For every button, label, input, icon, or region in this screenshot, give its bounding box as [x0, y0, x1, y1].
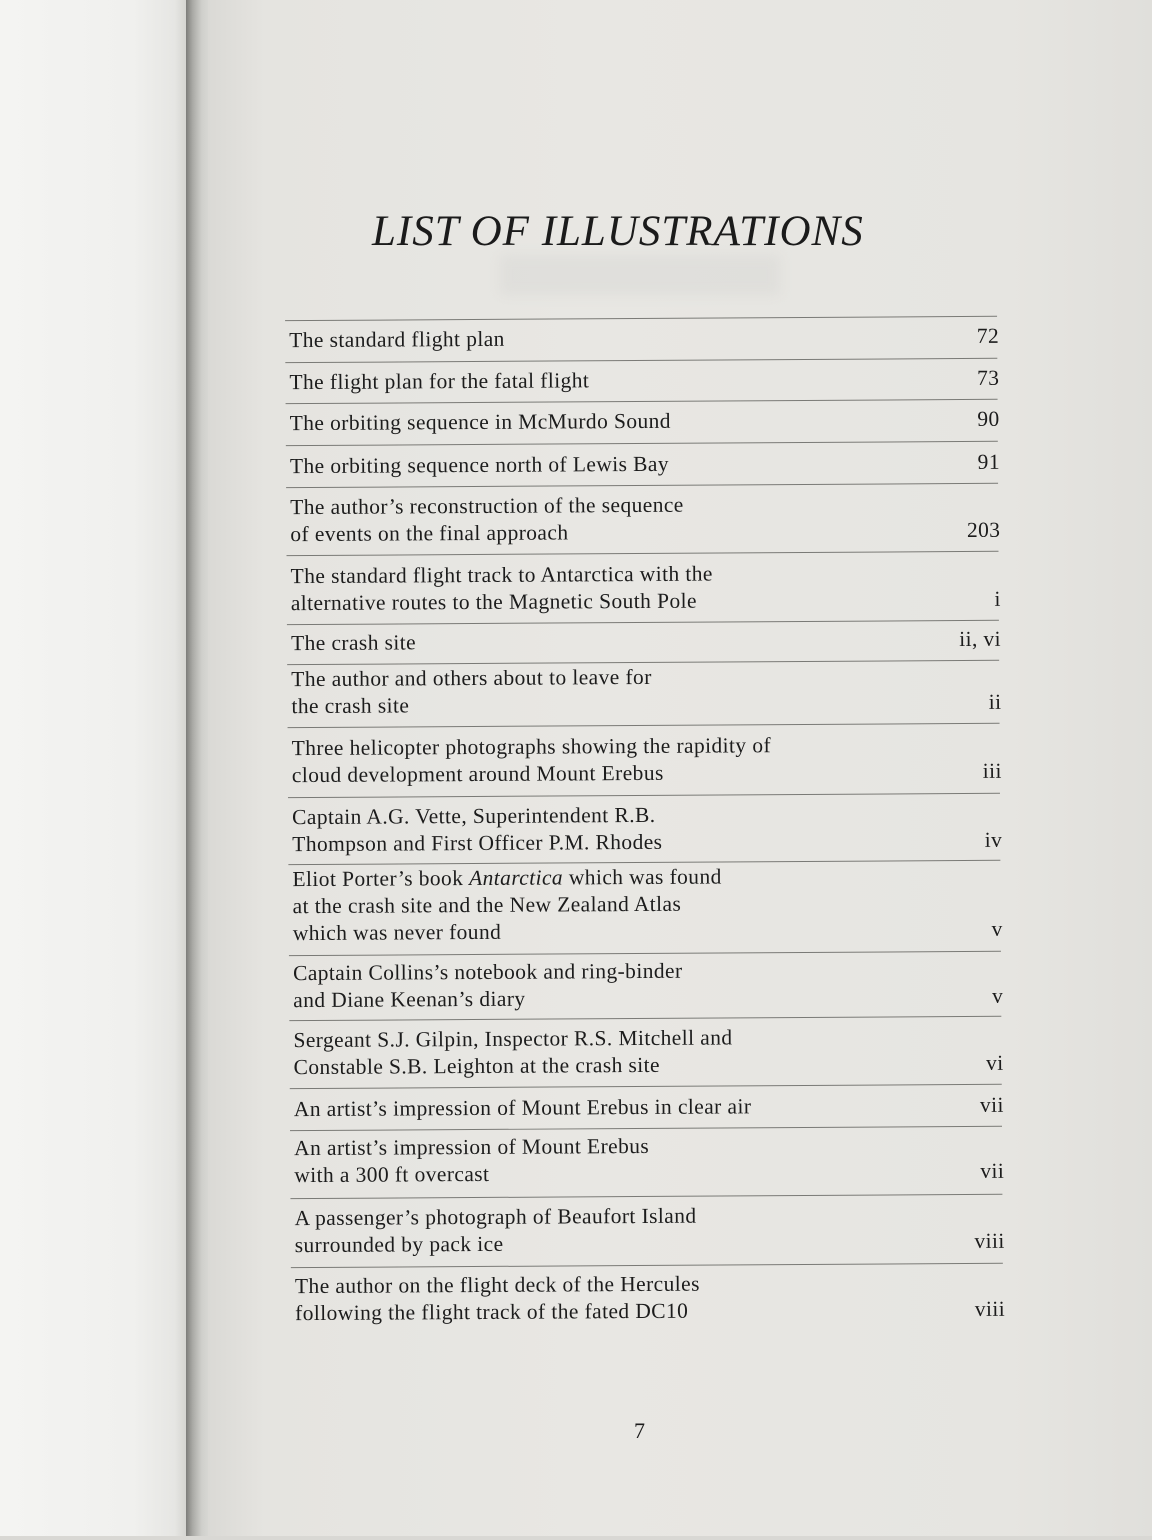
entry-title-line: at the crash site and the New Zealand Atlas	[292, 891, 682, 919]
entry-title-line: and Diane Keenan’s diary	[293, 986, 526, 1013]
page-title: LIST OF ILLUSTRATIONS	[372, 208, 864, 255]
entry-page-ref: vii	[979, 1092, 1004, 1117]
entry-title-line: The standard flight track to Antarctica with the	[290, 561, 713, 589]
entry-divider	[285, 358, 997, 363]
entry-page-ref: v	[991, 983, 1004, 1008]
entry-title-line: alternative routes to the Magnetic South Pole	[290, 588, 697, 616]
entry-page-ref: 91	[977, 449, 1001, 474]
list-item	[292, 731, 1002, 789]
entry-page-ref: ii, vi	[959, 626, 1002, 652]
entry-divider	[286, 551, 998, 556]
entry-page-ref: i	[994, 586, 1001, 611]
entry-title-line: of events on the final approach	[290, 520, 569, 547]
entry-divider	[288, 723, 1000, 728]
entry-title-line	[292, 862, 892, 893]
entry-title-part: Eliot Porter’s book	[292, 866, 470, 892]
entry-title: The crash site	[290, 630, 417, 656]
list-item	[294, 1201, 1004, 1259]
entry-divider	[290, 1194, 1002, 1199]
entry-page-ref: ii	[988, 689, 1002, 714]
entry-page-ref: 72	[976, 323, 1000, 348]
entry-title: The flight plan for the fatal flight	[289, 368, 590, 395]
list-item	[292, 800, 1002, 858]
entry-page-ref: 90	[977, 406, 1000, 431]
entry-title-line: Thompson and First Officer P.M. Rhodes	[292, 829, 663, 857]
entry-title-line: Captain Collins’s notebook and ring-binder	[292, 958, 683, 986]
entry-title-line: which was never found	[292, 919, 502, 946]
list-item	[294, 1092, 1004, 1123]
entry-divider	[285, 316, 997, 321]
entry-title: The orbiting sequence in McMurdo Sound	[289, 408, 672, 436]
entry-title: An artist’s impression of Mount Erebus in clear air	[293, 1094, 752, 1122]
entry-title-line: The author and others about to leave for	[291, 664, 652, 692]
entry-divider	[286, 399, 998, 404]
list-item	[293, 956, 1003, 1014]
entry-title: The orbiting sequence north of Lewis Bay	[289, 451, 670, 479]
entry-title-line: The author on the flight deck of the Hercules	[294, 1271, 700, 1299]
list-item	[290, 490, 1000, 548]
list-item	[289, 323, 999, 354]
entry-divider	[291, 1263, 1003, 1268]
list-item	[294, 1131, 1004, 1189]
list-item	[289, 365, 999, 396]
entry-title-line: The author’s reconstruction of the sequence	[290, 492, 684, 520]
entry-divider	[289, 1016, 1001, 1021]
entry-page-ref: v	[991, 916, 1003, 941]
entry-divider	[289, 951, 1001, 956]
entry-divider	[290, 1084, 1002, 1089]
list-item	[292, 862, 1002, 947]
list-item	[290, 406, 1000, 437]
list-item	[291, 626, 1001, 657]
book-title-italic: Antarctica	[469, 865, 564, 891]
entry-title-part: which was found	[562, 864, 722, 890]
entry-divider	[286, 483, 998, 488]
entry-divider	[287, 620, 999, 625]
entry-page-ref: 73	[977, 365, 1000, 390]
entry-title-line: cloud development around Mount Erebus	[291, 760, 664, 788]
entry-title-line: Three helicopter photographs showing the rapidity of	[291, 733, 772, 761]
entry-page-ref: vi	[986, 1050, 1004, 1075]
entry-title-line: surrounded by pack ice	[294, 1231, 504, 1258]
entry-title: The standard flight plan	[289, 326, 505, 353]
list-item	[290, 449, 1000, 480]
entry-page-ref: viii	[974, 1296, 1006, 1321]
list-item	[291, 559, 1001, 617]
entry-title-line: following the flight track of the fated DC10	[295, 1298, 689, 1326]
list-item	[295, 1269, 1005, 1327]
entry-title-line: with a 300 ft overcast	[294, 1161, 490, 1188]
page-number: 7	[634, 1418, 645, 1443]
entry-page-ref: iv	[984, 827, 1003, 852]
list-item	[291, 662, 1001, 720]
entry-page-ref: vii	[980, 1158, 1005, 1183]
entry-title-line: A passenger’s photograph of Beaufort Island	[294, 1203, 697, 1231]
entry-title-line: Constable S.B. Leighton at the crash site	[293, 1052, 661, 1080]
entry-divider	[290, 1126, 1002, 1131]
entry-page-ref: iii	[982, 758, 1002, 783]
entry-divider	[288, 793, 1000, 798]
entry-divider	[286, 441, 998, 446]
list-item	[293, 1023, 1003, 1081]
entry-title-line: the crash site	[291, 693, 410, 719]
entry-title-line: Captain A.G. Vette, Superintendent R.B.	[292, 802, 656, 830]
entry-title-line: An artist’s impression of Mount Erebus	[294, 1133, 650, 1161]
entry-title-line: Sergeant S.J. Gilpin, Inspector R.S. Mitchell and	[293, 1025, 733, 1053]
entry-page-ref: 203	[966, 517, 1001, 542]
entry-page-ref: viii	[974, 1228, 1005, 1253]
